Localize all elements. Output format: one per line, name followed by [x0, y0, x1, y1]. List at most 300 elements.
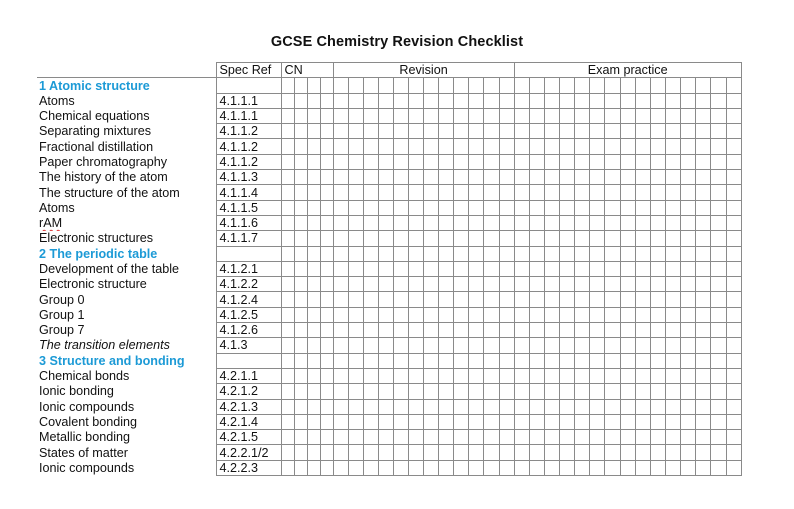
check-box[interactable]: [605, 185, 620, 200]
check-box[interactable]: [294, 353, 307, 368]
check-box[interactable]: [424, 430, 439, 445]
check-box[interactable]: [650, 414, 665, 429]
check-box[interactable]: [590, 139, 605, 154]
check-box[interactable]: [696, 231, 711, 246]
check-box[interactable]: [484, 93, 499, 108]
check-box[interactable]: [320, 185, 333, 200]
check-box[interactable]: [281, 215, 294, 230]
check-box[interactable]: [499, 93, 514, 108]
check-box[interactable]: [307, 124, 320, 139]
check-box[interactable]: [560, 170, 575, 185]
check-box[interactable]: [333, 78, 348, 93]
check-box[interactable]: [620, 414, 635, 429]
check-box[interactable]: [454, 154, 469, 169]
check-box[interactable]: [320, 93, 333, 108]
check-box[interactable]: [711, 430, 726, 445]
check-box[interactable]: [484, 215, 499, 230]
check-box[interactable]: [281, 124, 294, 139]
check-box[interactable]: [696, 78, 711, 93]
check-box[interactable]: [378, 323, 393, 338]
check-box[interactable]: [514, 368, 529, 383]
check-box[interactable]: [605, 307, 620, 322]
check-box[interactable]: [666, 430, 681, 445]
check-box[interactable]: [320, 353, 333, 368]
check-box[interactable]: [726, 277, 741, 292]
check-box[interactable]: [635, 384, 650, 399]
check-box[interactable]: [560, 292, 575, 307]
check-box[interactable]: [348, 353, 363, 368]
check-box[interactable]: [514, 460, 529, 475]
check-box[interactable]: [696, 384, 711, 399]
check-box[interactable]: [514, 215, 529, 230]
check-box[interactable]: [635, 139, 650, 154]
check-box[interactable]: [560, 215, 575, 230]
check-box[interactable]: [281, 445, 294, 460]
check-box[interactable]: [605, 246, 620, 261]
check-box[interactable]: [307, 323, 320, 338]
check-box[interactable]: [393, 124, 408, 139]
check-box[interactable]: [635, 445, 650, 460]
check-box[interactable]: [711, 215, 726, 230]
check-box[interactable]: [439, 185, 454, 200]
check-box[interactable]: [408, 384, 423, 399]
check-box[interactable]: [575, 430, 590, 445]
check-box[interactable]: [711, 124, 726, 139]
check-box[interactable]: [499, 170, 514, 185]
check-box[interactable]: [320, 124, 333, 139]
check-box[interactable]: [544, 384, 559, 399]
check-box[interactable]: [469, 261, 484, 276]
check-box[interactable]: [575, 307, 590, 322]
check-box[interactable]: [439, 353, 454, 368]
check-box[interactable]: [499, 399, 514, 414]
check-box[interactable]: [620, 93, 635, 108]
check-box[interactable]: [650, 215, 665, 230]
check-box[interactable]: [696, 338, 711, 353]
check-box[interactable]: [393, 353, 408, 368]
check-box[interactable]: [499, 323, 514, 338]
check-box[interactable]: [294, 338, 307, 353]
check-box[interactable]: [635, 368, 650, 383]
check-box[interactable]: [666, 124, 681, 139]
check-box[interactable]: [590, 368, 605, 383]
check-box[interactable]: [681, 185, 696, 200]
check-box[interactable]: [378, 399, 393, 414]
check-box[interactable]: [484, 292, 499, 307]
check-box[interactable]: [726, 215, 741, 230]
check-box[interactable]: [529, 200, 544, 215]
check-box[interactable]: [575, 445, 590, 460]
check-box[interactable]: [333, 414, 348, 429]
check-box[interactable]: [711, 261, 726, 276]
check-box[interactable]: [696, 246, 711, 261]
check-box[interactable]: [605, 200, 620, 215]
check-box[interactable]: [666, 231, 681, 246]
check-box[interactable]: [499, 124, 514, 139]
check-box[interactable]: [454, 368, 469, 383]
check-box[interactable]: [393, 108, 408, 123]
check-box[interactable]: [711, 231, 726, 246]
check-box[interactable]: [469, 353, 484, 368]
check-box[interactable]: [393, 277, 408, 292]
check-box[interactable]: [514, 430, 529, 445]
check-box[interactable]: [605, 170, 620, 185]
check-box[interactable]: [529, 445, 544, 460]
check-box[interactable]: [484, 368, 499, 383]
check-box[interactable]: [560, 368, 575, 383]
check-box[interactable]: [484, 185, 499, 200]
check-box[interactable]: [575, 384, 590, 399]
check-box[interactable]: [454, 353, 469, 368]
check-box[interactable]: [484, 307, 499, 322]
check-box[interactable]: [650, 445, 665, 460]
check-box[interactable]: [575, 261, 590, 276]
check-box[interactable]: [408, 215, 423, 230]
check-box[interactable]: [590, 261, 605, 276]
check-box[interactable]: [469, 246, 484, 261]
check-box[interactable]: [439, 215, 454, 230]
check-box[interactable]: [590, 307, 605, 322]
check-box[interactable]: [529, 384, 544, 399]
check-box[interactable]: [620, 292, 635, 307]
check-box[interactable]: [666, 215, 681, 230]
check-box[interactable]: [605, 445, 620, 460]
check-box[interactable]: [529, 277, 544, 292]
check-box[interactable]: [348, 460, 363, 475]
check-box[interactable]: [484, 154, 499, 169]
check-box[interactable]: [294, 460, 307, 475]
check-box[interactable]: [281, 170, 294, 185]
check-box[interactable]: [333, 246, 348, 261]
check-box[interactable]: [635, 430, 650, 445]
check-box[interactable]: [281, 154, 294, 169]
check-box[interactable]: [333, 261, 348, 276]
check-box[interactable]: [454, 200, 469, 215]
check-box[interactable]: [424, 445, 439, 460]
check-box[interactable]: [575, 139, 590, 154]
check-box[interactable]: [469, 170, 484, 185]
check-box[interactable]: [650, 185, 665, 200]
check-box[interactable]: [650, 399, 665, 414]
check-box[interactable]: [681, 231, 696, 246]
check-box[interactable]: [575, 246, 590, 261]
check-box[interactable]: [726, 231, 741, 246]
check-box[interactable]: [454, 399, 469, 414]
check-box[interactable]: [294, 185, 307, 200]
check-box[interactable]: [590, 460, 605, 475]
check-box[interactable]: [696, 292, 711, 307]
check-box[interactable]: [294, 78, 307, 93]
check-box[interactable]: [294, 124, 307, 139]
check-box[interactable]: [378, 261, 393, 276]
check-box[interactable]: [544, 292, 559, 307]
check-box[interactable]: [711, 154, 726, 169]
check-box[interactable]: [650, 170, 665, 185]
check-box[interactable]: [544, 261, 559, 276]
check-box[interactable]: [307, 246, 320, 261]
check-box[interactable]: [281, 384, 294, 399]
check-box[interactable]: [514, 78, 529, 93]
check-box[interactable]: [666, 93, 681, 108]
check-box[interactable]: [454, 215, 469, 230]
check-box[interactable]: [320, 170, 333, 185]
check-box[interactable]: [605, 139, 620, 154]
check-box[interactable]: [635, 93, 650, 108]
check-box[interactable]: [529, 246, 544, 261]
check-box[interactable]: [378, 277, 393, 292]
check-box[interactable]: [514, 307, 529, 322]
check-box[interactable]: [499, 215, 514, 230]
check-box[interactable]: [454, 292, 469, 307]
check-box[interactable]: [605, 215, 620, 230]
check-box[interactable]: [544, 108, 559, 123]
check-box[interactable]: [711, 170, 726, 185]
check-box[interactable]: [726, 338, 741, 353]
check-box[interactable]: [320, 323, 333, 338]
check-box[interactable]: [499, 292, 514, 307]
check-box[interactable]: [333, 93, 348, 108]
check-box[interactable]: [363, 124, 378, 139]
check-box[interactable]: [320, 460, 333, 475]
check-box[interactable]: [424, 261, 439, 276]
check-box[interactable]: [605, 231, 620, 246]
check-box[interactable]: [681, 261, 696, 276]
check-box[interactable]: [378, 384, 393, 399]
check-box[interactable]: [666, 185, 681, 200]
check-box[interactable]: [484, 246, 499, 261]
check-box[interactable]: [439, 139, 454, 154]
check-box[interactable]: [605, 78, 620, 93]
check-box[interactable]: [408, 368, 423, 383]
check-box[interactable]: [635, 292, 650, 307]
check-box[interactable]: [363, 154, 378, 169]
check-box[interactable]: [408, 154, 423, 169]
check-box[interactable]: [408, 338, 423, 353]
check-box[interactable]: [439, 307, 454, 322]
check-box[interactable]: [635, 231, 650, 246]
check-box[interactable]: [294, 215, 307, 230]
check-box[interactable]: [454, 124, 469, 139]
check-box[interactable]: [696, 323, 711, 338]
check-box[interactable]: [620, 460, 635, 475]
check-box[interactable]: [348, 384, 363, 399]
check-box[interactable]: [320, 414, 333, 429]
check-box[interactable]: [393, 430, 408, 445]
check-box[interactable]: [484, 399, 499, 414]
check-box[interactable]: [454, 170, 469, 185]
check-box[interactable]: [620, 139, 635, 154]
check-box[interactable]: [393, 445, 408, 460]
check-box[interactable]: [590, 170, 605, 185]
check-box[interactable]: [424, 384, 439, 399]
check-box[interactable]: [605, 292, 620, 307]
check-box[interactable]: [294, 154, 307, 169]
check-box[interactable]: [560, 200, 575, 215]
check-box[interactable]: [575, 215, 590, 230]
check-box[interactable]: [544, 414, 559, 429]
check-box[interactable]: [681, 277, 696, 292]
check-box[interactable]: [635, 277, 650, 292]
check-box[interactable]: [408, 414, 423, 429]
check-box[interactable]: [333, 307, 348, 322]
check-box[interactable]: [469, 108, 484, 123]
check-box[interactable]: [605, 323, 620, 338]
check-box[interactable]: [711, 399, 726, 414]
check-box[interactable]: [484, 108, 499, 123]
check-box[interactable]: [635, 154, 650, 169]
check-box[interactable]: [711, 460, 726, 475]
check-box[interactable]: [424, 292, 439, 307]
check-box[interactable]: [514, 108, 529, 123]
check-box[interactable]: [348, 78, 363, 93]
check-box[interactable]: [439, 399, 454, 414]
check-box[interactable]: [281, 414, 294, 429]
check-box[interactable]: [529, 353, 544, 368]
check-box[interactable]: [454, 430, 469, 445]
check-box[interactable]: [514, 414, 529, 429]
check-box[interactable]: [650, 277, 665, 292]
check-box[interactable]: [726, 460, 741, 475]
check-box[interactable]: [469, 93, 484, 108]
check-box[interactable]: [348, 154, 363, 169]
check-box[interactable]: [560, 307, 575, 322]
check-box[interactable]: [711, 246, 726, 261]
check-box[interactable]: [348, 323, 363, 338]
check-box[interactable]: [499, 338, 514, 353]
check-box[interactable]: [393, 231, 408, 246]
check-box[interactable]: [696, 170, 711, 185]
check-box[interactable]: [681, 323, 696, 338]
check-box[interactable]: [529, 430, 544, 445]
check-box[interactable]: [529, 323, 544, 338]
check-box[interactable]: [544, 323, 559, 338]
check-box[interactable]: [439, 384, 454, 399]
check-box[interactable]: [439, 170, 454, 185]
check-box[interactable]: [711, 353, 726, 368]
check-box[interactable]: [424, 108, 439, 123]
check-box[interactable]: [393, 261, 408, 276]
check-box[interactable]: [320, 78, 333, 93]
check-box[interactable]: [333, 445, 348, 460]
check-box[interactable]: [681, 215, 696, 230]
check-box[interactable]: [681, 154, 696, 169]
check-box[interactable]: [348, 430, 363, 445]
check-box[interactable]: [281, 323, 294, 338]
check-box[interactable]: [726, 124, 741, 139]
check-box[interactable]: [439, 261, 454, 276]
check-box[interactable]: [424, 200, 439, 215]
check-box[interactable]: [590, 108, 605, 123]
check-box[interactable]: [363, 414, 378, 429]
check-box[interactable]: [363, 445, 378, 460]
check-box[interactable]: [666, 368, 681, 383]
check-box[interactable]: [484, 430, 499, 445]
check-box[interactable]: [333, 338, 348, 353]
check-box[interactable]: [666, 170, 681, 185]
check-box[interactable]: [439, 124, 454, 139]
check-box[interactable]: [378, 108, 393, 123]
check-box[interactable]: [469, 414, 484, 429]
check-box[interactable]: [650, 338, 665, 353]
check-box[interactable]: [424, 338, 439, 353]
check-box[interactable]: [393, 78, 408, 93]
check-box[interactable]: [514, 384, 529, 399]
check-box[interactable]: [393, 154, 408, 169]
check-box[interactable]: [333, 139, 348, 154]
check-box[interactable]: [363, 460, 378, 475]
check-box[interactable]: [408, 124, 423, 139]
check-box[interactable]: [333, 323, 348, 338]
check-box[interactable]: [529, 124, 544, 139]
check-box[interactable]: [307, 185, 320, 200]
check-box[interactable]: [635, 323, 650, 338]
check-box[interactable]: [635, 170, 650, 185]
check-box[interactable]: [726, 200, 741, 215]
check-box[interactable]: [281, 93, 294, 108]
check-box[interactable]: [333, 292, 348, 307]
check-box[interactable]: [726, 399, 741, 414]
check-box[interactable]: [378, 307, 393, 322]
check-box[interactable]: [529, 460, 544, 475]
check-box[interactable]: [307, 170, 320, 185]
check-box[interactable]: [393, 215, 408, 230]
check-box[interactable]: [378, 200, 393, 215]
check-box[interactable]: [650, 246, 665, 261]
check-box[interactable]: [544, 277, 559, 292]
check-box[interactable]: [378, 78, 393, 93]
check-box[interactable]: [333, 384, 348, 399]
check-box[interactable]: [469, 124, 484, 139]
check-box[interactable]: [363, 93, 378, 108]
check-box[interactable]: [320, 154, 333, 169]
check-box[interactable]: [560, 384, 575, 399]
check-box[interactable]: [529, 78, 544, 93]
check-box[interactable]: [454, 231, 469, 246]
check-box[interactable]: [620, 246, 635, 261]
check-box[interactable]: [605, 277, 620, 292]
check-box[interactable]: [514, 261, 529, 276]
check-box[interactable]: [307, 384, 320, 399]
check-box[interactable]: [514, 292, 529, 307]
check-box[interactable]: [454, 246, 469, 261]
check-box[interactable]: [696, 277, 711, 292]
check-box[interactable]: [696, 368, 711, 383]
check-box[interactable]: [560, 353, 575, 368]
check-box[interactable]: [320, 445, 333, 460]
check-box[interactable]: [711, 78, 726, 93]
check-box[interactable]: [590, 353, 605, 368]
check-box[interactable]: [514, 170, 529, 185]
check-box[interactable]: [681, 353, 696, 368]
check-box[interactable]: [363, 170, 378, 185]
check-box[interactable]: [514, 154, 529, 169]
check-box[interactable]: [696, 445, 711, 460]
check-box[interactable]: [499, 78, 514, 93]
check-box[interactable]: [529, 261, 544, 276]
check-box[interactable]: [666, 139, 681, 154]
check-box[interactable]: [620, 108, 635, 123]
check-box[interactable]: [590, 215, 605, 230]
check-box[interactable]: [307, 399, 320, 414]
check-box[interactable]: [348, 170, 363, 185]
check-box[interactable]: [424, 124, 439, 139]
check-box[interactable]: [363, 307, 378, 322]
check-box[interactable]: [348, 368, 363, 383]
check-box[interactable]: [514, 231, 529, 246]
check-box[interactable]: [726, 154, 741, 169]
check-box[interactable]: [529, 93, 544, 108]
check-box[interactable]: [378, 338, 393, 353]
